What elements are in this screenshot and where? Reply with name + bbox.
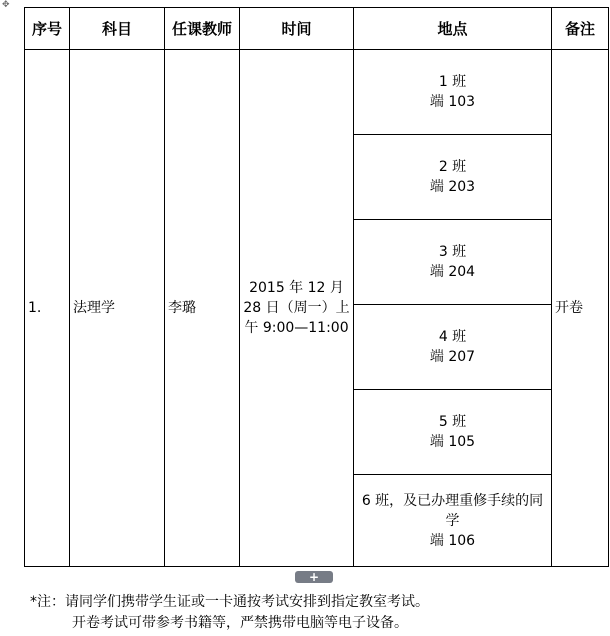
- exam-schedule-table: [24, 7, 609, 567]
- exam-note: [30, 592, 600, 634]
- location-room: 端 207: [429, 349, 476, 365]
- add-row-button[interactable]: +: [295, 571, 333, 583]
- location-room: 端 203: [429, 179, 476, 195]
- header-index: 序号: [25, 8, 70, 50]
- location-room: 端 103: [429, 94, 476, 110]
- header-subject: 科目: [70, 8, 165, 50]
- table-row: [25, 50, 609, 135]
- cell-location: [354, 475, 552, 567]
- location-class: 1 班: [438, 74, 467, 90]
- location-class: 4 班: [438, 329, 467, 345]
- header-remark: 备注: [552, 8, 609, 50]
- header-time: 时间: [240, 8, 354, 50]
- note-line-2: 开卷考试可带参考书籍等，严禁携带电脑等电子设备。: [72, 615, 408, 631]
- cell-time: 2015 年 12 月 28 日（周一）上午 9:00—11:00: [240, 50, 354, 567]
- location-class: 6 班，及已办理重修手续的同学: [361, 492, 544, 529]
- cell-location: [354, 220, 552, 305]
- location-room: 端 204: [429, 264, 476, 280]
- cell-location: [354, 50, 552, 135]
- location-class: 3 班: [438, 244, 467, 260]
- table-header-row: [25, 8, 609, 50]
- cell-teacher: 李璐: [165, 50, 240, 567]
- cell-subject: 法理学: [70, 50, 165, 567]
- header-location: 地点: [354, 8, 552, 50]
- table-anchor-icon[interactable]: ✥: [2, 0, 10, 10]
- location-room: 端 105: [429, 434, 476, 450]
- location-room: 端 106: [429, 532, 476, 549]
- cell-location: [354, 390, 552, 475]
- cell-index: 1.: [25, 50, 70, 567]
- location-class: 2 班: [438, 159, 467, 175]
- header-teacher: 任课教师: [165, 8, 240, 50]
- location-class: 5 班: [438, 414, 467, 430]
- cell-remark: 开卷: [552, 50, 609, 567]
- note-line-1: *注：请同学们携带学生证或一卡通按考试安排到指定教室考试。: [30, 594, 429, 610]
- cell-location: [354, 305, 552, 390]
- cell-location: [354, 135, 552, 220]
